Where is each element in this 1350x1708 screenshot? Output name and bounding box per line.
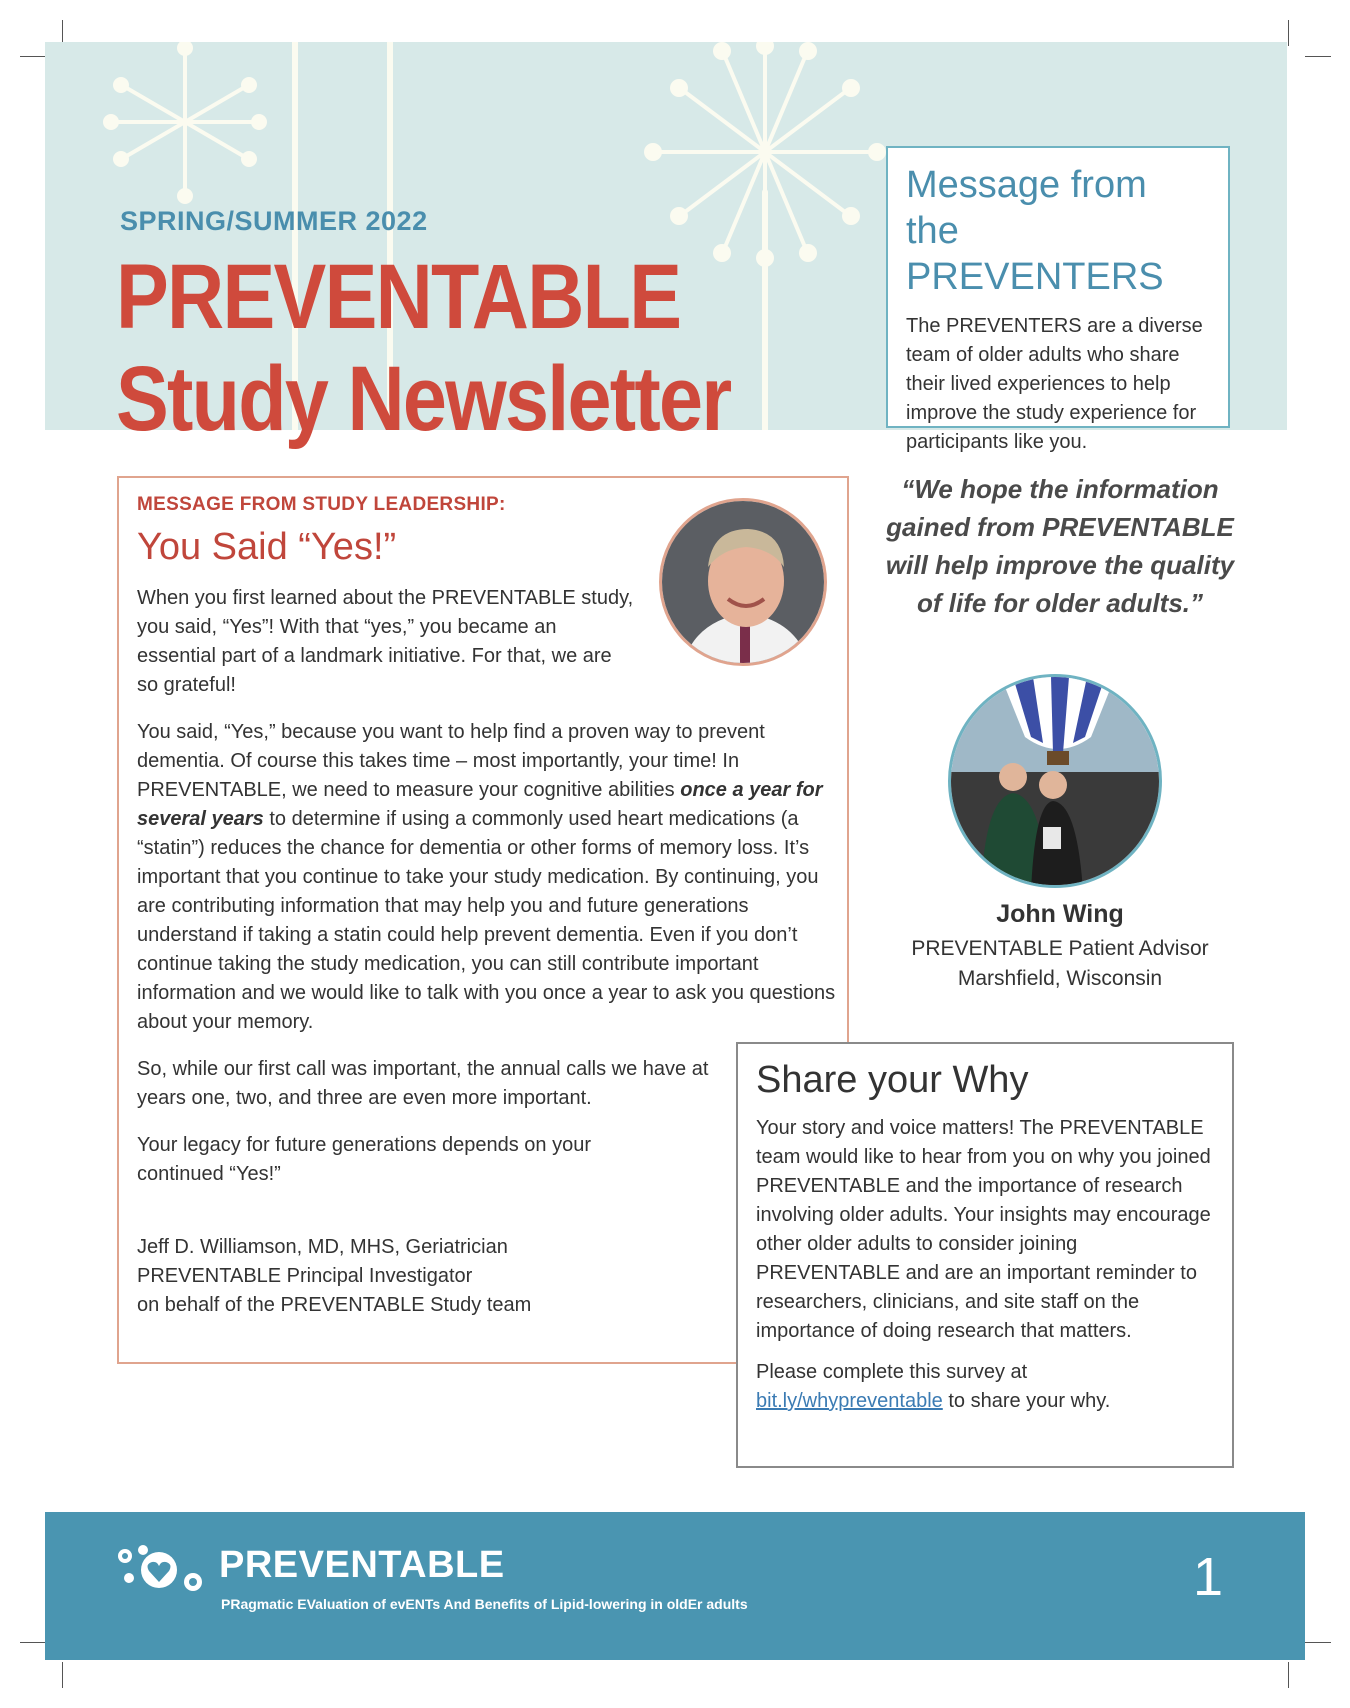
leadership-heading: You Said “Yes!” [137, 526, 397, 568]
share-cta-end: to share your why. [942, 1390, 1111, 1412]
crop-mark [1305, 56, 1331, 57]
leadership-paragraph-3: So, while our first call was important, the annual calls we have at years one, two, and three are even more important. [137, 1058, 709, 1109]
leadership-paragraph-2-start: You said, “Yes,” because you want to help find a proven way to prevent dementia. Of course this takes time – most importantly, your time! In PREVENTABLE, we need to measure your cognitive abilities [137, 721, 765, 801]
gears-heart-logo-icon [115, 1542, 207, 1598]
leadership-paragraph-4: Your legacy for future generations depends on your continued “Yes!” [137, 1134, 592, 1185]
crop-mark [20, 1642, 46, 1643]
preventers-heading [906, 162, 1210, 300]
advisor-role: PREVENTABLE Patient Advisor [911, 937, 1209, 960]
page-number: 1 [1192, 1547, 1223, 1607]
preventers-heading-line-2: the PREVENTERS [906, 210, 1164, 298]
signature-name: Jeff D. Williamson, MD, MHS, Geriatrician [137, 1236, 508, 1258]
issue-season: SPRING/SUMMER 2022 [120, 206, 428, 236]
crop-mark [1288, 20, 1289, 46]
crop-mark [20, 56, 46, 57]
preventers-heading-line-1: Message from [906, 164, 1147, 206]
leadership-kicker: MESSAGE FROM STUDY LEADERSHIP: [137, 494, 506, 515]
leadership-paragraph-2 [137, 718, 837, 1037]
share-heading: Share your Why [756, 1059, 1029, 1101]
leadership-emphasis: once a year for several years [137, 779, 823, 830]
survey-link[interactable]: bit.ly/whypreventable [756, 1390, 943, 1412]
leadership-paragraph-1: When you first learned about the PREVENTABLE study, you said, “Yes”! With that “yes,” you became an essential part of a landmark initiative. For that, we are so grateful! [137, 587, 634, 696]
footer-bar [45, 1512, 1305, 1660]
share-body: Your story and voice matters! The PREVENTABLE team would like to hear from you on why you joined PREVENTABLE and the importance of research involving older adults. Your insights may encourage other older adults to consider joining PREVENTABLE and are an important reminder to researchers, clinicians, and site staff on the importance of doing research that matters. [756, 1117, 1211, 1342]
leadership-body [137, 584, 837, 1338]
advisor-photo [948, 674, 1162, 888]
share-cta [756, 1358, 1214, 1416]
signature-block [137, 1233, 837, 1320]
crop-mark [1305, 1642, 1331, 1643]
signature-team: on behalf of the PREVENTABLE Study team [137, 1294, 532, 1316]
newsletter-title [116, 246, 730, 450]
signature-title: PREVENTABLE Principal Investigator [137, 1265, 473, 1287]
preventers-text: The PREVENTERS are a diverse team of older adults who share their lived experiences to help improve the study experience for participants like you. [906, 315, 1203, 453]
advisor-name: John Wing [996, 900, 1124, 928]
title-line-2: Study Newsletter [116, 348, 731, 450]
advisor-quote: “We hope the information gained from PREVENTABLE will help improve the quality of life for older adults.” [885, 474, 1235, 618]
share-your-why-box [736, 1042, 1234, 1468]
share-cta-text: Please complete this survey at [756, 1361, 1028, 1383]
crop-mark [62, 1662, 63, 1688]
leadership-paragraph-2-end: to determine if using a commonly used heart medications (a “statin”) reduces the chance for dementia or other forms of memory loss. It’s important that you continue to take your study medication. By continuing, you are contributing information that may help you and future generations understand if taking a statin could help prevent dementia. Even if you don’t continue taking the study medication, you can still contribute important information and we would like to talk with you once a year to ask you questions about your memory. [137, 808, 836, 1033]
title-line-1: PREVENTABLE [116, 246, 681, 348]
crop-mark [1288, 1662, 1289, 1688]
footer-tagline: PRagmatic EValuation of evENTs And Benefits of Lipid-lowering in oldEr adults [221, 1596, 748, 1612]
preventers-message-box [886, 146, 1230, 453]
advisor-location: Marshfield, Wisconsin [957, 967, 1163, 990]
footer-brand: PREVENTABLE [219, 1544, 505, 1586]
